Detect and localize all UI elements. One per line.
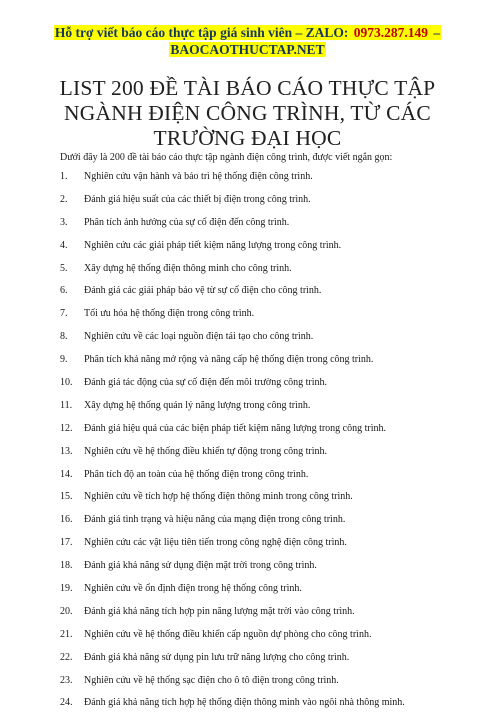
list-item-number: 21. [60, 628, 73, 640]
list-item [60, 697, 480, 720]
promo-banner [0, 24, 495, 58]
list-item-number: 16. [60, 514, 73, 526]
list-item-text: Nghiên cứu về hệ thống điều khiển cấp nguồn dự phòng cho công trình. [84, 628, 372, 640]
banner-site-link[interactable]: BAOCAOTHUCTAP.NET [170, 42, 325, 57]
list-item-text: Xây dựng hệ thống quản lý năng lượng trong công trình. [84, 399, 311, 411]
list-item-number: 8. [60, 331, 68, 343]
list-item-text: Đánh giá khả năng tích hợp hệ thống điện thông minh vào ngôi nhà thông minh. [84, 697, 405, 709]
list-item-text: Đánh giá hiệu quả của các biện pháp tiết kiệm năng lượng trong công trình. [84, 422, 387, 434]
list-item [60, 240, 480, 263]
list-item-number: 5. [60, 262, 68, 274]
list-item-number: 2. [60, 193, 68, 205]
banner-line-1 [0, 24, 495, 41]
list-item [60, 331, 480, 354]
list-item-number: 1. [60, 171, 68, 182]
list-item-text: Nghiên cứu về ổn định điện trong hệ thống công trình. [84, 583, 302, 595]
list-item-number: 19. [60, 583, 73, 595]
topic-list [60, 171, 480, 720]
list-item-number: 14. [60, 468, 73, 480]
list-item-text: Đánh giá khả năng sử dụng điện mặt trời trong công trình. [84, 560, 317, 572]
list-item [60, 514, 480, 537]
list-item-text: Đánh giá khả năng tích hợp pin năng lượng mặt trời vào công trình. [84, 605, 355, 617]
list-item-number: 13. [60, 445, 73, 457]
list-item-number: 17. [60, 537, 73, 549]
list-item [60, 491, 480, 514]
list-item [60, 583, 480, 606]
list-item-number: 12. [60, 422, 73, 434]
list-item [60, 217, 480, 240]
list-item [60, 377, 480, 400]
list-item-number: 18. [60, 560, 73, 572]
list-item [60, 652, 480, 675]
list-item-number: 11. [60, 399, 73, 411]
list-item [60, 629, 480, 652]
list-item-number: 22. [60, 651, 73, 663]
list-item-number: 4. [60, 239, 68, 251]
list-item [60, 354, 480, 377]
list-item-text: Phân tích độ an toàn của hệ thống điện trong công trình. [84, 468, 309, 480]
list-item [60, 400, 480, 423]
list-item [60, 537, 480, 560]
list-item-number: 7. [60, 308, 68, 320]
list-item-text: Đánh giá hiệu suất của các thiết bị điện trong công trình. [84, 193, 311, 205]
list-item-number: 20. [60, 605, 73, 617]
banner-dash: – [429, 25, 441, 40]
page-title: LIST 200 ĐỀ TÀI BÁO CÁO THỰC TẬP NGÀNH ĐIỆN CÔNG TRÌNH, TỪ CÁC TRƯỜNG ĐẠI HỌC [59, 76, 436, 150]
list-item-text: Nghiên cứu về tích hợp hệ thống điện thông minh trong công trình. [84, 491, 353, 503]
list-item-text: Tối ưu hóa hệ thống điện trong công trình. [84, 308, 255, 320]
list-item [60, 560, 480, 583]
list-item [60, 171, 480, 194]
banner-line-2 [0, 41, 495, 58]
list-item-text: Nghiên cứu về các loại nguồn điện tái tạo cho công trình. [84, 331, 314, 343]
list-item-text: Đánh giá tình trạng và hiệu năng của mạng điện trong công trình. [84, 514, 346, 526]
intro-text: Dưới đây là 200 đề tài báo cáo thực tập ngành điện công trình, được viết ngắn gọn: [60, 152, 393, 163]
list-item-text: Nghiên cứu các giải pháp tiết kiệm năng lượng trong công trình. [84, 239, 342, 251]
list-item [60, 308, 480, 331]
list-item-number: 9. [60, 354, 68, 366]
list-item-number: 10. [60, 377, 73, 389]
list-item-text: Phân tích ảnh hưởng của sự cố điện đến công trình. [84, 216, 290, 228]
list-item-text: Đánh giá khả năng sử dụng pin lưu trữ năng lượng cho công trình. [84, 651, 350, 663]
list-item [60, 606, 480, 629]
list-item-number: 24. [60, 697, 73, 709]
list-item-number: 23. [60, 674, 73, 686]
list-item-text: Xây dựng hệ thống điện thông minh cho công trình. [84, 262, 292, 274]
list-item-number: 15. [60, 491, 73, 503]
list-item-text: Đánh giá tác động của sự cố điện đến môi trường công trình. [84, 377, 328, 389]
list-item-text: Nghiên cứu về hệ thống sạc điện cho ô tô điện trong công trình. [84, 674, 339, 686]
list-item [60, 675, 480, 698]
list-item [60, 194, 480, 217]
list-item [60, 446, 480, 469]
list-item [60, 263, 480, 286]
list-item-text: Nghiên cứu vận hành và bảo trì hệ thống điện công trình. [84, 171, 313, 182]
list-item-text: Nghiên cứu về hệ thống điều khiển tự động trong công trình. [84, 445, 328, 457]
list-item-number: 3. [60, 216, 68, 228]
list-item [60, 285, 480, 308]
list-item [60, 469, 480, 492]
list-item-number: 6. [60, 285, 68, 297]
banner-phone: 0973.287.149 [353, 25, 428, 40]
list-item-text: Đánh giá các giải pháp bảo vệ từ sự cố điện cho công trình. [84, 285, 322, 297]
list-item-text: Nghiên cứu các vật liệu tiên tiến trong công nghệ điện công trình. [84, 537, 347, 549]
list-item-text: Phân tích khả năng mở rộng và nâng cấp hệ thống điện trong công trình. [84, 354, 374, 366]
banner-text: Hỗ trợ viết báo cáo thực tập giá sinh viên – ZALO: [54, 25, 352, 40]
list-item [60, 423, 480, 446]
